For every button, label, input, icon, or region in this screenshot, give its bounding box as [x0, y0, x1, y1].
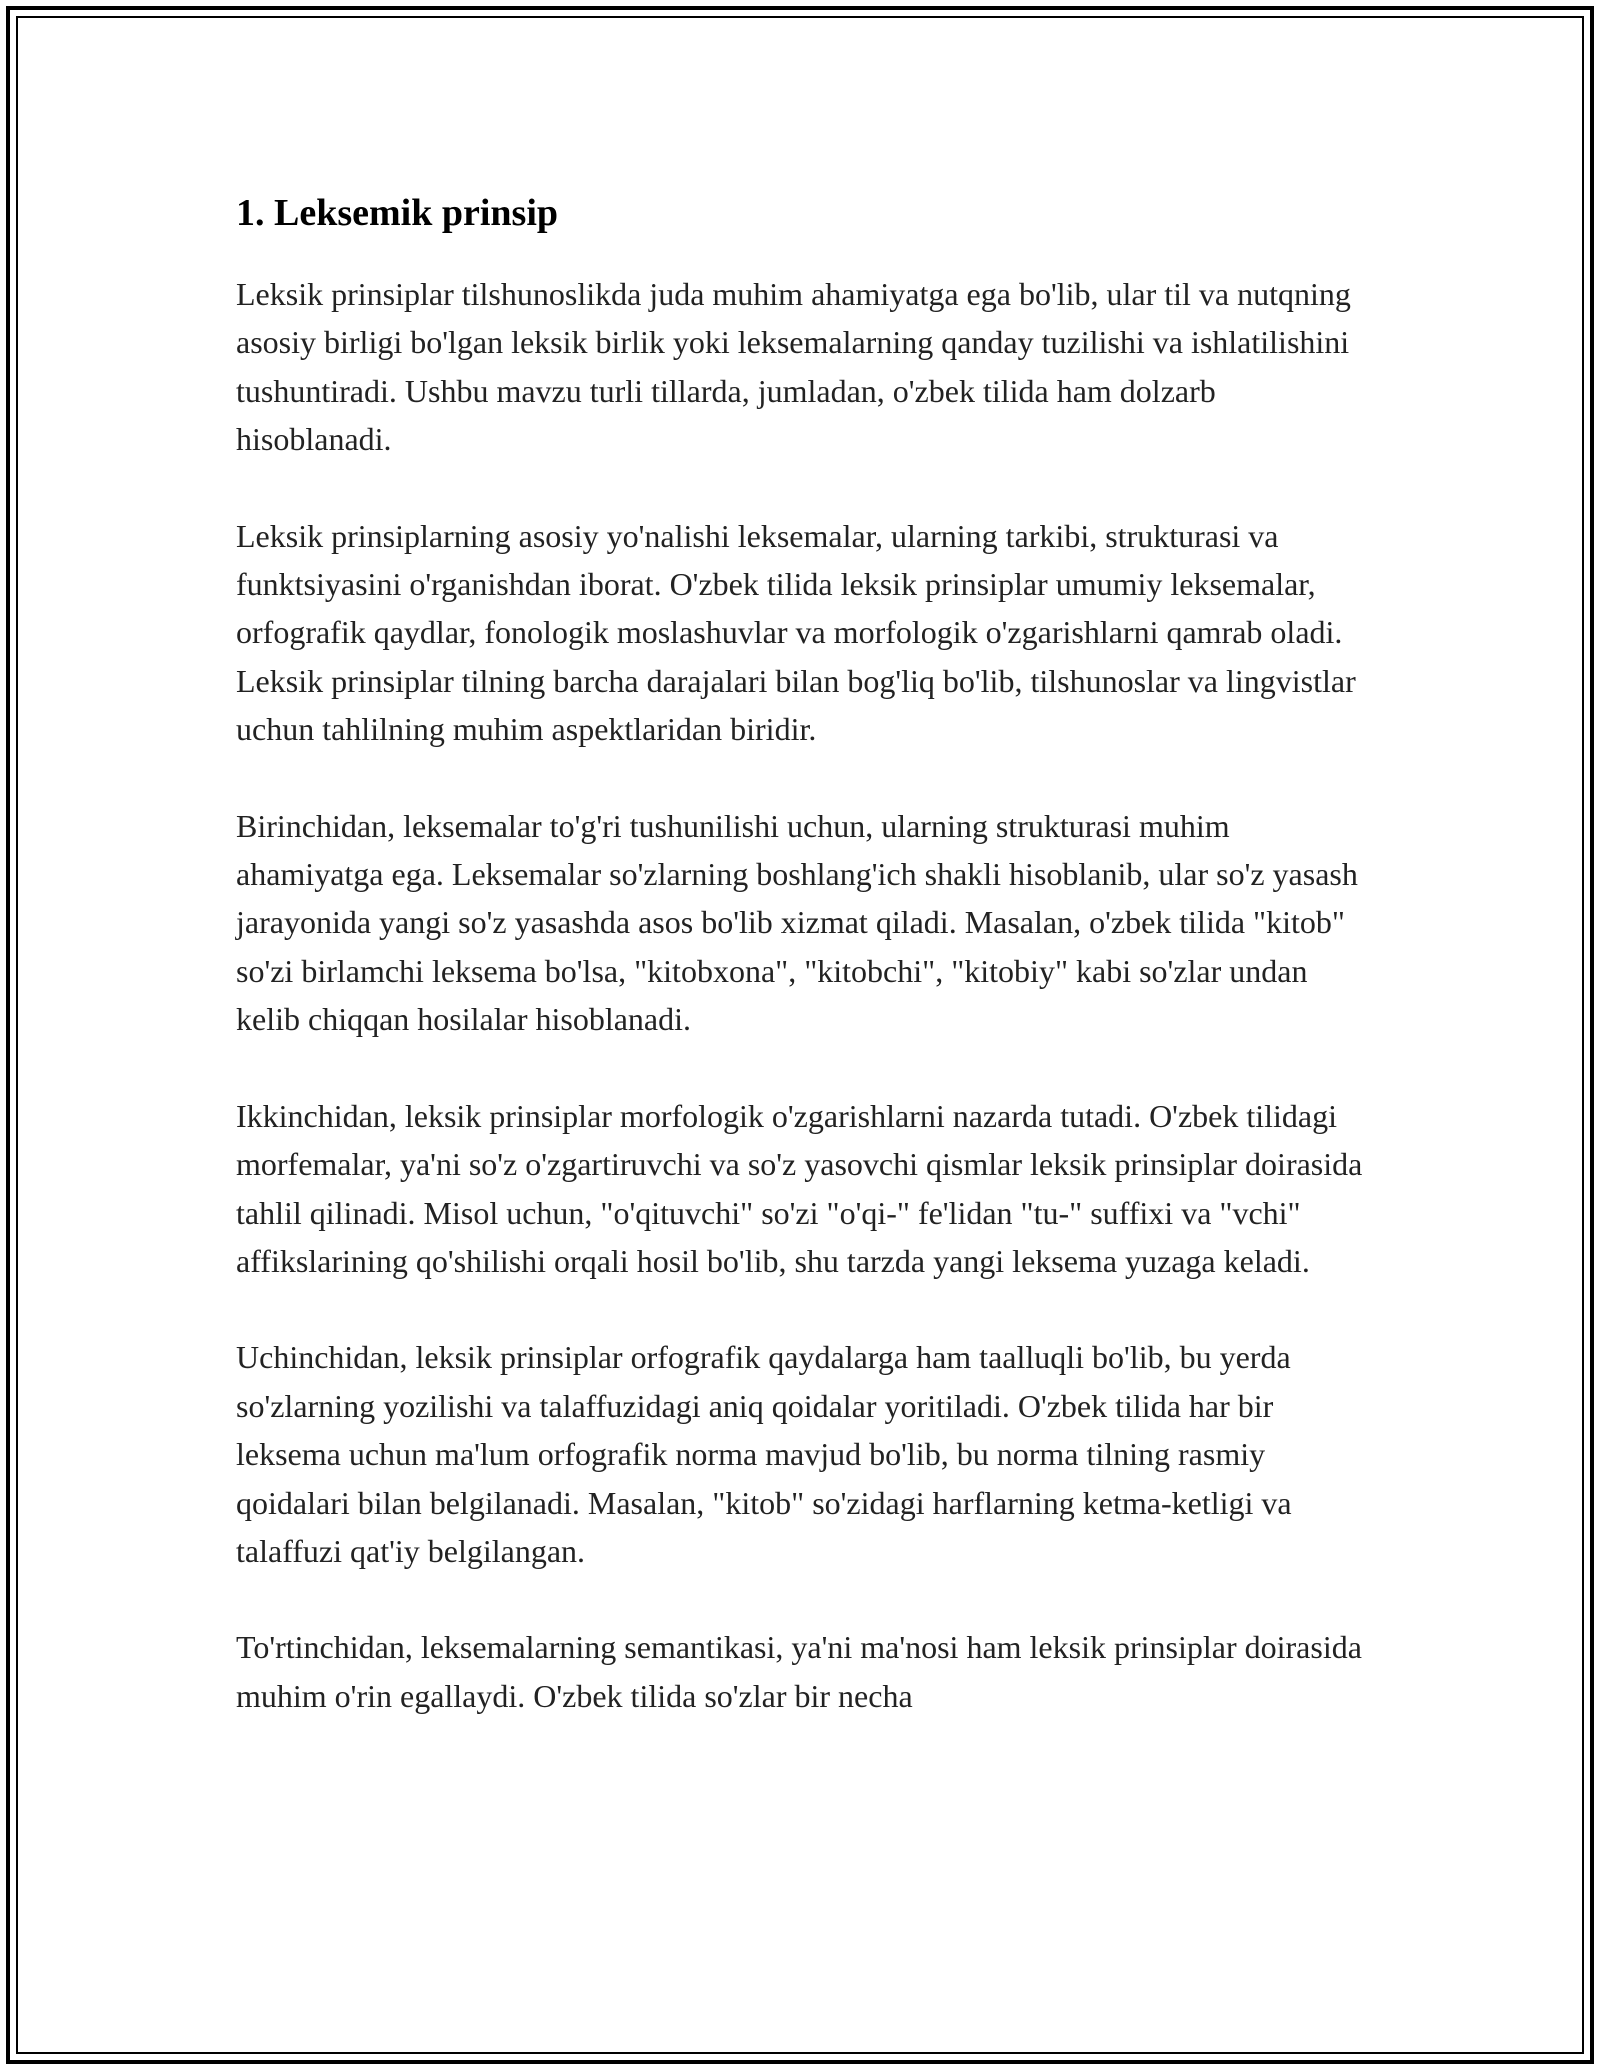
paragraph-4: Ikkinchidan, leksik prinsiplar morfologik o'zgarishlarni nazarda tutadi. O'zbek tilidagi morfemalar, ya'ni so'z o'zgartiruvchi va so'z yasovchi qismlar leksik prinsiplar doirasida tahlil qilinadi. Misol uchun, "o'qituvchi" so'zi "o'qi-" fe'lidan "tu-" suffixi va "vchi" affikslarining qo'shilishi orqali hosil bo'lib, shu tarzda yangi leksema yuzaga keladi. [236, 1097, 1363, 1279]
paragraph-2: Leksik prinsiplarning asosiy yo'nalishi leksemalar, ularning tarkibi, strukturasi va funktsiyasini o'rganishdan iborat. O'zbek tilida leksik prinsiplar umumiy leksemalar, orfografik qaydlar, fonologik moslashuvlar va morfologik o'zgarishlarni qamrab oladi. Leksik prinsiplar tilning barcha darajalari bilan bog'liq bo'lib, tilshunoslar va lingvistlar uchun tahlilning muhim aspektlaridan biridir. [236, 517, 1356, 748]
paragraph-1: Leksik prinsiplar tilshunoslikda juda muhim ahamiyatga ega bo'lib, ular til va nutqning asosiy birligi bo'lgan leksik birlik yoki leksemalarning qanday tuzilishi va ishlatilishini tushuntiradi. Ushbu mavzu turli tillarda, jumladan, o'zbek tilida ham dolzarb hisoblanadi. [236, 276, 1351, 458]
paragraph-3: Birinchidan, leksemalar to'g'ri tushunilishi uchun, ularning strukturasi muhim ahamiyatga ega. Leksemalar so'zlarning boshlang'ich shakli hisoblanib, ular so'z yasash jarayonida yangi so'z yasashda asos bo'lib xizmat qiladi. Masalan, o'zbek tilida "kitob" so'zi birlamchi leksema bo'lsa, "kitobxona", "kitobchi", "kitobiy" kabi so'zlar undan kelib chiqqan hosilalar hisoblanadi. [236, 807, 1358, 1038]
paragraph-5: Uchinchidan, leksik prinsiplar orfografik qaydalarga ham taalluqli bo'lib, bu yerda so'zlarning yozilishi va talaffuzidagi aniq qoidalar yoritiladi. O'zbek tilida har bir leksema uchun ma'lum orfografik norma mavjud bo'lib, bu norma tilning rasmiy qoidalari bilan belgilanadi. Masalan, "kitob" so'zidagi harflarning ketma-ketligi va talaffuzi qat'iy belgilangan. [236, 1339, 1292, 1569]
paragraph-6: To'rtinchidan, leksemalarning semantikasi, ya'ni ma'nosi ham leksik prinsiplar doirasida muhim o'rin egallaydi. O'zbek tilida so'zlar bir necha [236, 1629, 1362, 1714]
document-body [236, 184, 1376, 1768]
section-heading: 1. Leksemik prinsip [236, 192, 559, 234]
